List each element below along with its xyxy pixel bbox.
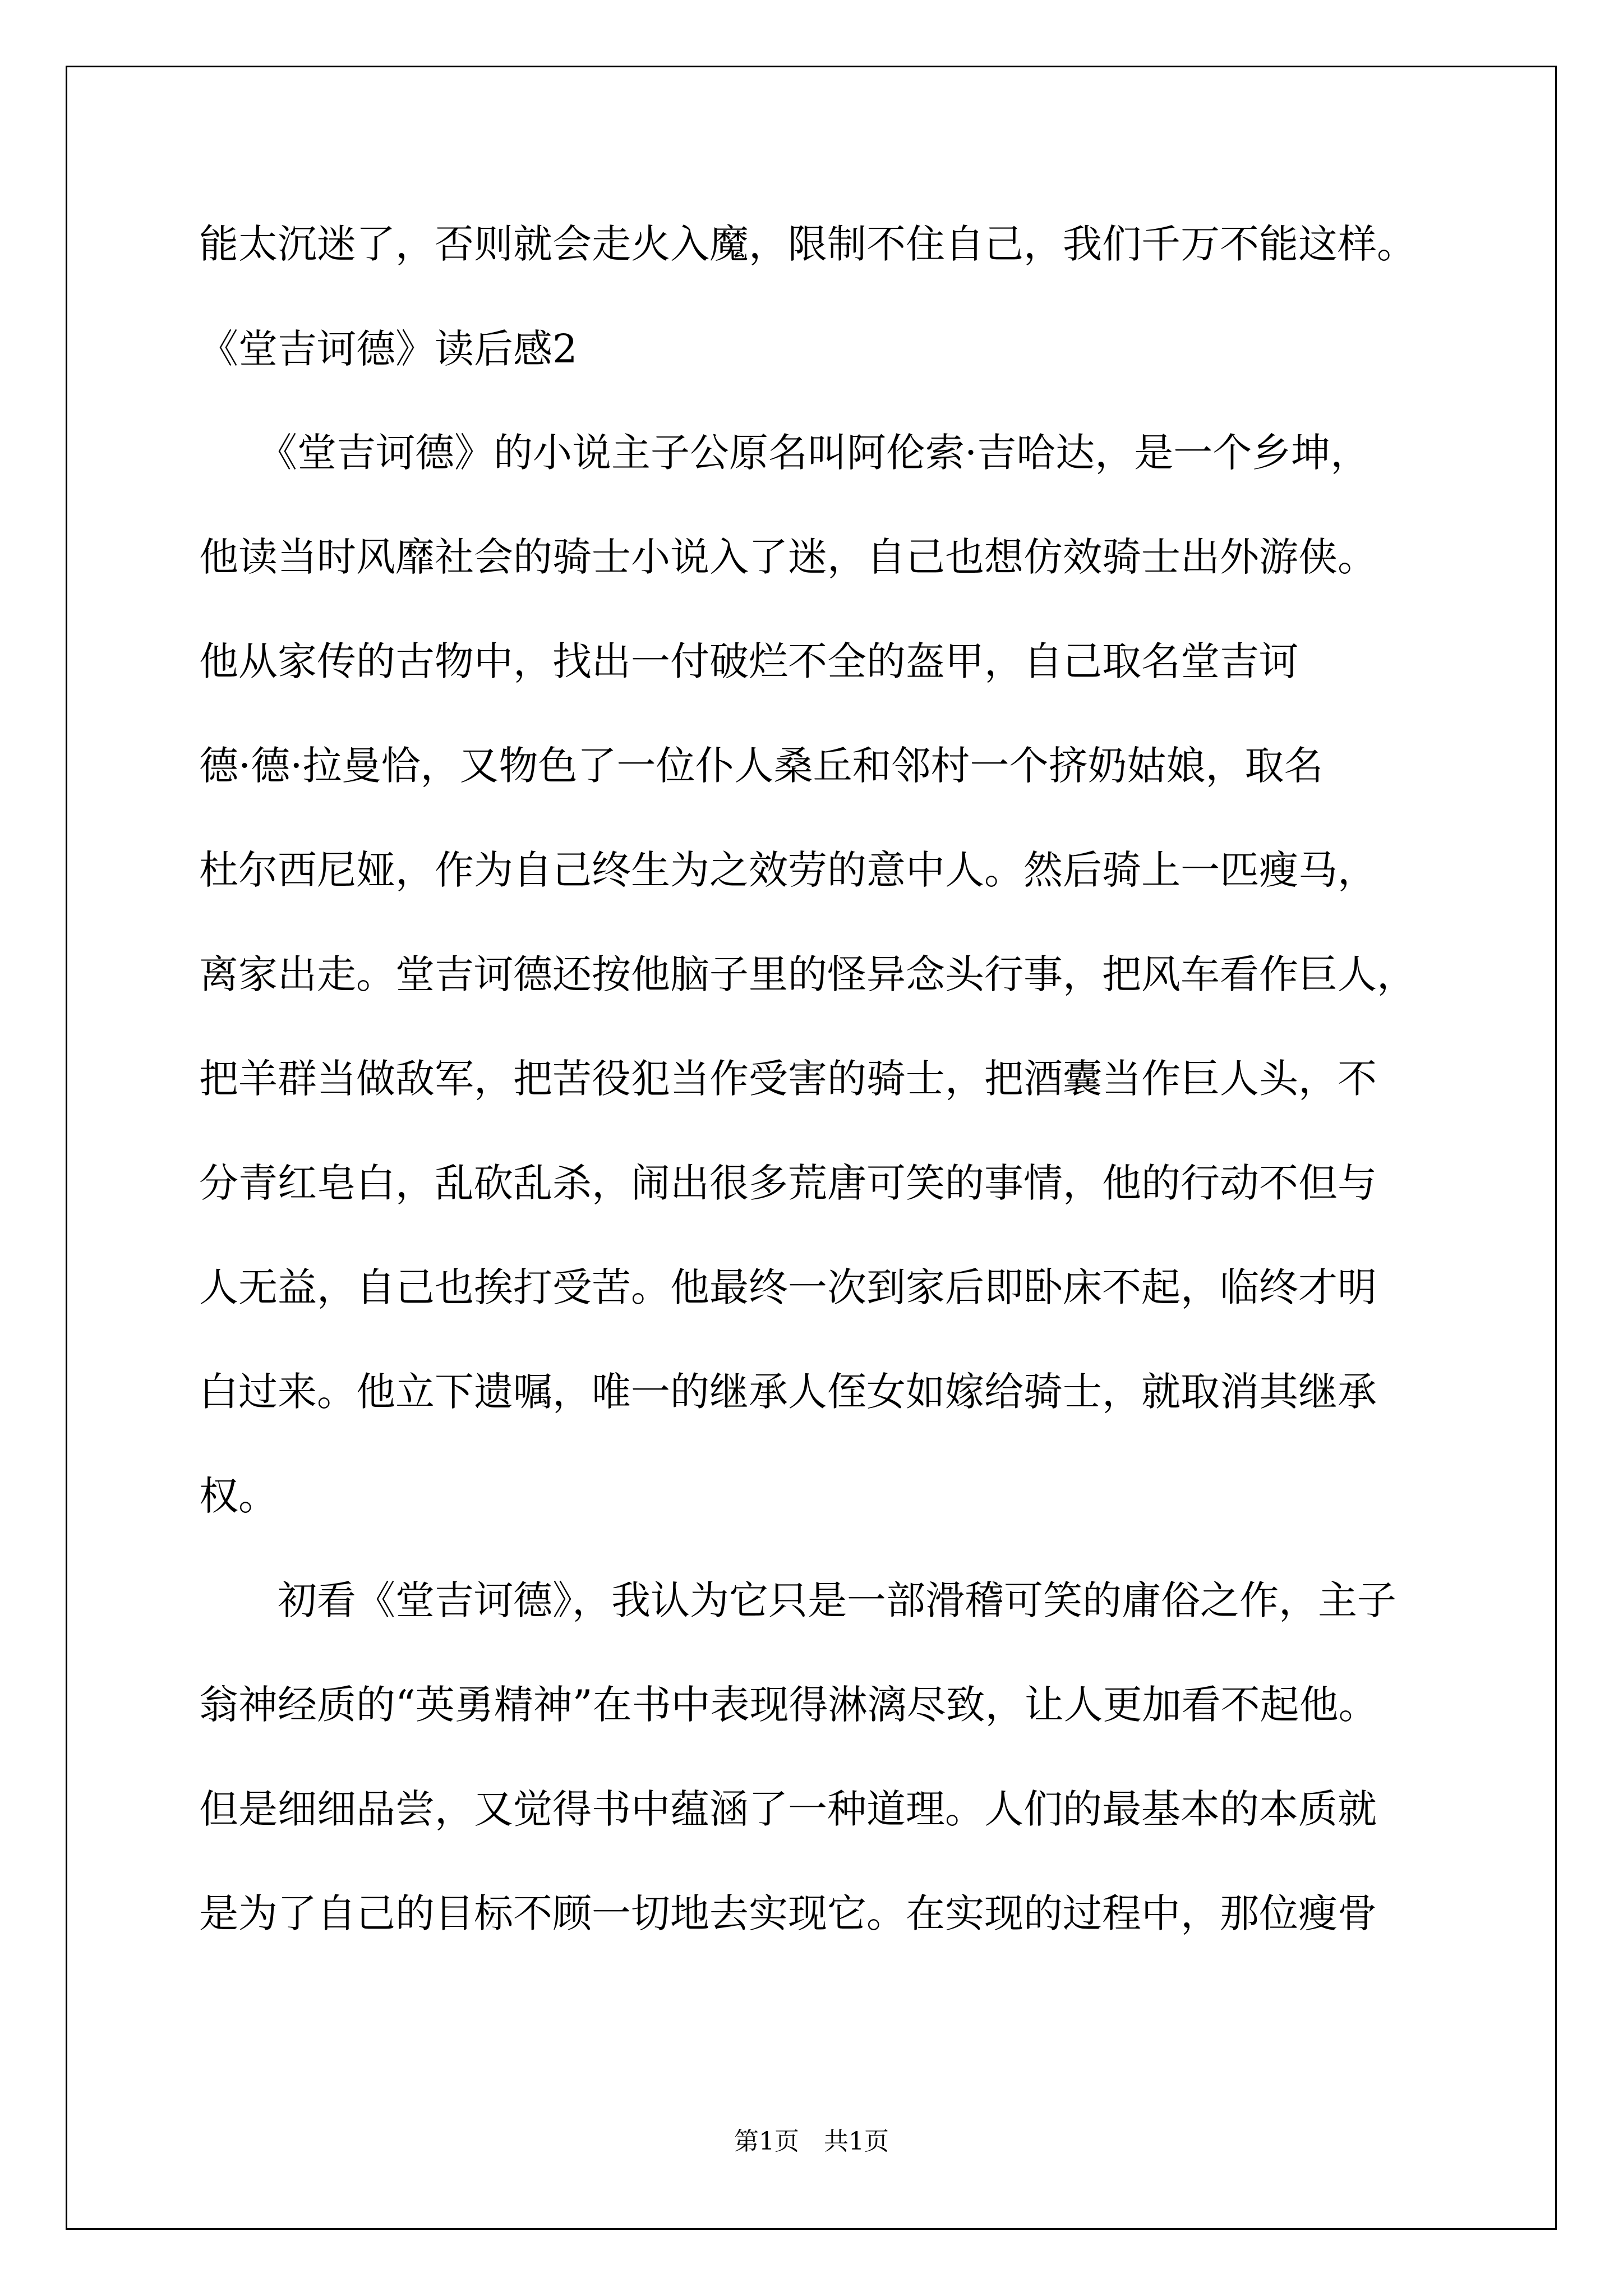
body-line-13: 权。 bbox=[199, 1473, 278, 1519]
page-footer: 第1页 共1页 bbox=[734, 2127, 889, 2156]
body-line-15: 翁神经质的“英勇精神”在书中表现得淋漓尽致，让人更加看不起他。 bbox=[199, 1682, 1378, 1728]
body-line-5: 他从家传的古物中，找出一付破烂不全的盔甲，自己取名堂吉诃 bbox=[199, 638, 1298, 684]
body-line-9: 把羊群当做敌军，把苦役犯当作受害的骑士，把酒囊当作巨人头，不 bbox=[199, 1056, 1377, 1102]
body-line-10: 分青红皂白，乱砍乱杀，闹出很多荒唐可笑的事情，他的行动不但与 bbox=[199, 1160, 1377, 1206]
body-line-3: 《堂吉诃德》的小说主子公原名叫阿伦索·吉哈达，是一个乡坤， bbox=[199, 430, 1370, 476]
body-line-6: 德·德·拉曼恰，又物色了一位仆人桑丘和邻村一个挤奶姑娘，取名 bbox=[199, 743, 1324, 789]
body-line-7: 杜尔西尼娅，作为自己终生为之效劳的意中人。然后骑上一匹瘦马， bbox=[199, 847, 1377, 893]
body-line-1: 能太沉迷了，否则就会走火入魔，限制不住自己，我们千万不能这样。 bbox=[199, 221, 1416, 267]
body-line-14: 初看《堂吉诃德》，我认为它只是一部滑稽可笑的庸俗之作，主子 bbox=[199, 1577, 1396, 1623]
body-line-11: 人无益，自己也挨打受苦。他最终一次到家后即卧床不起，临终才明 bbox=[199, 1264, 1377, 1310]
body-line-12: 白过来。他立下遗嘱，唯一的继承人侄女如嫁给骑士，就取消其继承 bbox=[199, 1369, 1377, 1415]
essay-heading: 《堂吉诃德》读后感2 bbox=[199, 326, 578, 372]
body-line-8: 离家出走。堂吉诃德还按他脑子里的怪异念头行事，把风车看作巨人， bbox=[199, 951, 1416, 997]
body-line-16: 但是细细品尝，又觉得书中蕴涵了一种道理。人们的最基本的本质就 bbox=[199, 1786, 1377, 1832]
body-line-4: 他读当时风靡社会的骑士小说入了迷，自己也想仿效骑士出外游侠。 bbox=[199, 534, 1377, 580]
body-line-17: 是为了自己的目标不顾一切地去实现它。在实现的过程中，那位瘦骨 bbox=[199, 1890, 1377, 1936]
